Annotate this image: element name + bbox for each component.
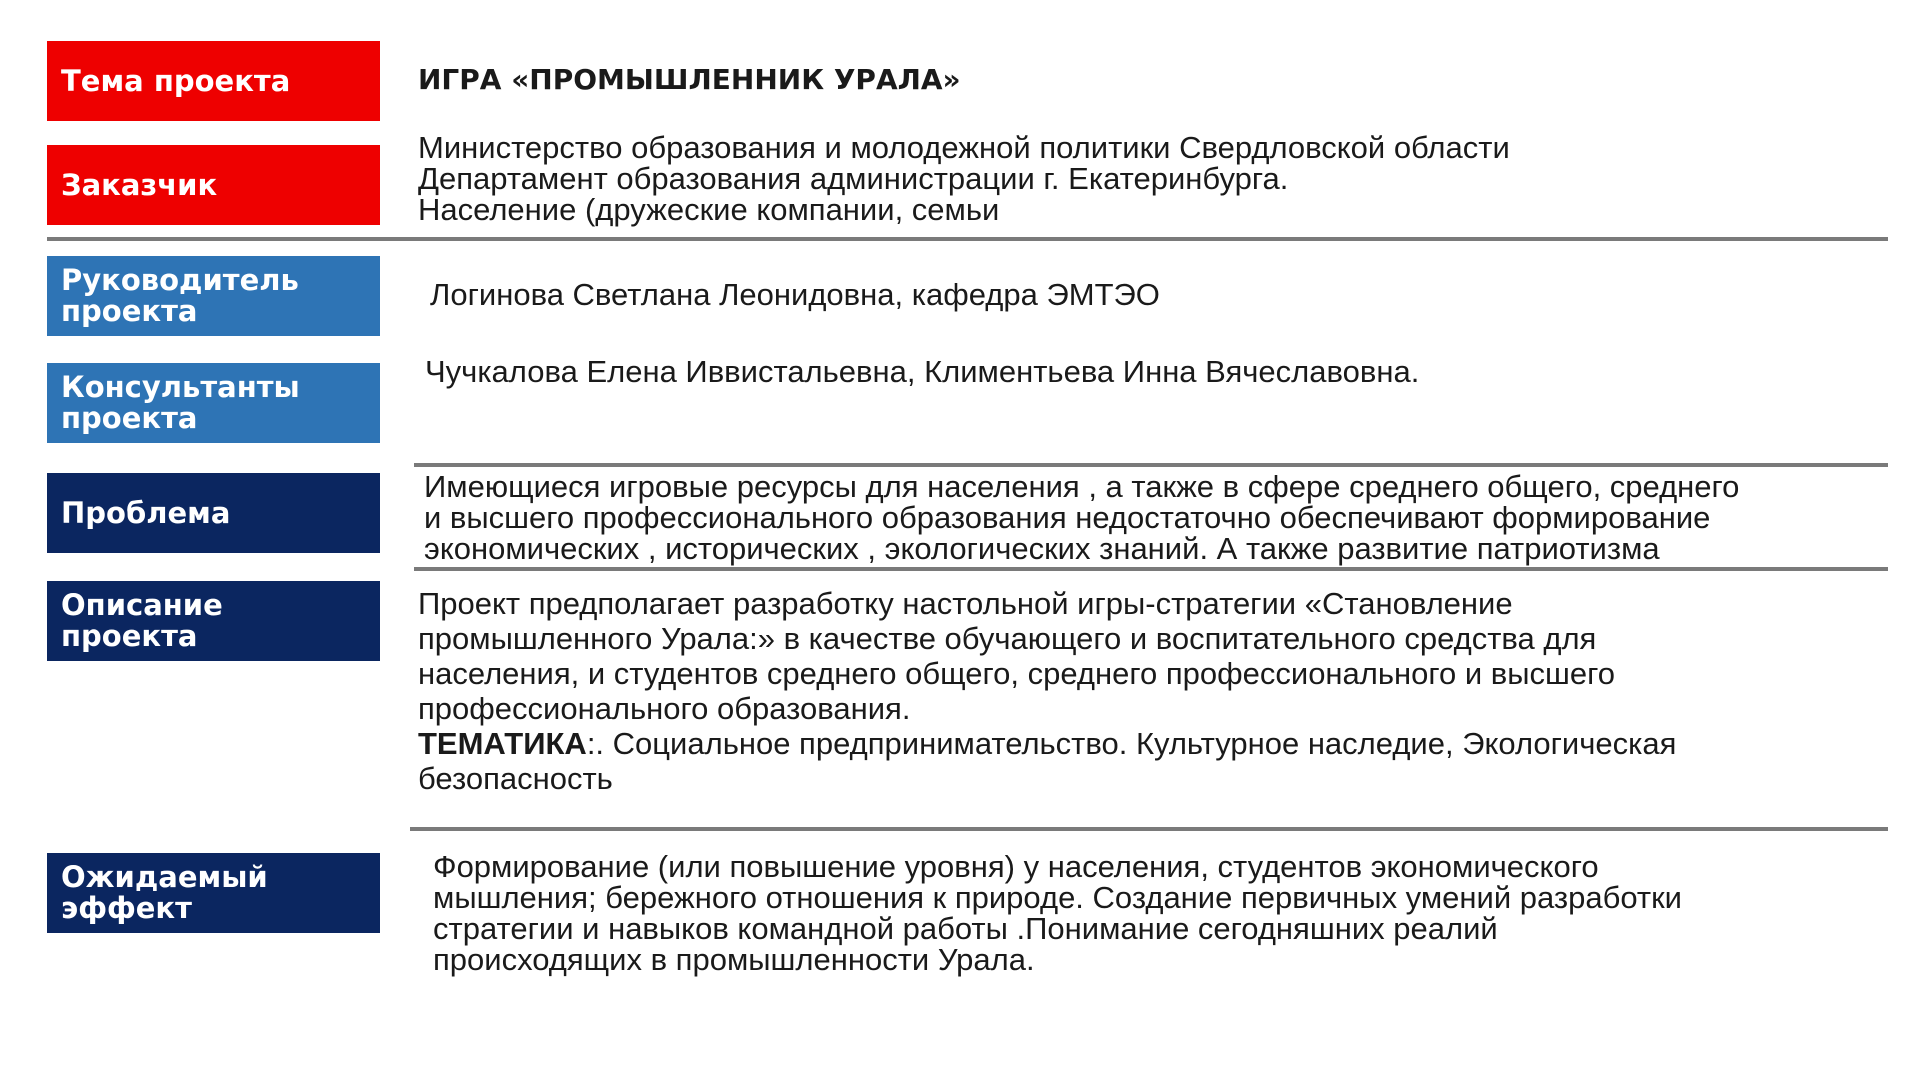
topics-line: безопасность xyxy=(418,761,613,796)
problem-line: Имеющиеся игровые ресурсы для населения , а также в сфере среднего общего, среднего xyxy=(424,469,1740,504)
problem-text xyxy=(424,471,1739,564)
description-line: населения, и студентов среднего общего, среднего профессионального и высшего xyxy=(418,656,1616,691)
label-consultants: Консультанты проекта xyxy=(47,363,380,443)
effect-line: мышления; бережного отношения к природе. Создание первичных умений разработки xyxy=(433,880,1682,915)
customer-line: Население (дружеские компании, семьи xyxy=(418,192,1000,227)
description-line: Проект предполагает разработку настольной игры-стратегии «Становление xyxy=(418,586,1513,621)
label-leader: Руководитель проекта xyxy=(47,256,380,336)
problem-line: и высшего профессионального образования недостаточно обеспечивают формирование xyxy=(424,500,1711,535)
description-text xyxy=(418,586,1676,796)
customer-text xyxy=(418,132,1510,225)
divider-rule xyxy=(414,567,1888,571)
effect-line: Формирование (или повышение уровня) у населения, студентов экономического xyxy=(433,849,1599,884)
effect-line: стратегии и навыков командной работы .Понимание сегодняшних реалий xyxy=(433,911,1498,946)
description-line: промышленного Урала:» в качестве обучающего и воспитательного средства для xyxy=(418,621,1597,656)
label-problem: Проблема xyxy=(47,473,380,553)
leader-text: Логинова Светлана Леонидовна, кафедра ЭМТЭО xyxy=(430,277,1160,312)
consultants-text: Чучкалова Елена Иввистальевна, Климентьева Инна Вячеславовна. xyxy=(425,354,1420,389)
effect-text xyxy=(433,851,1682,975)
divider-rule xyxy=(414,463,1888,467)
topics-text: Социальное предпринимательство. Культурное наследие, Экологическая xyxy=(604,726,1677,761)
topics-separator: :. xyxy=(586,726,605,761)
customer-line: Министерство образования и молодежной политики Свердловской области xyxy=(418,130,1510,165)
label-effect: Ожидаемый эффект xyxy=(47,853,380,933)
label-description: Описание проекта xyxy=(47,581,380,661)
topics-label: ТЕМАТИКА xyxy=(418,726,587,761)
effect-line: происходящих в промышленности Урала. xyxy=(433,942,1035,977)
divider-rule xyxy=(410,827,1888,831)
topics-line xyxy=(418,726,1676,761)
customer-line: Департамент образования администрации г. Екатеринбурга. xyxy=(418,161,1289,196)
problem-line: экономических , исторических , экологических знаний. А также развитие патриотизма xyxy=(424,531,1660,566)
label-customer: Заказчик xyxy=(47,145,380,225)
label-theme: Тема проекта xyxy=(47,41,380,121)
description-line: профессионального образования. xyxy=(418,691,911,726)
divider-rule xyxy=(47,237,1888,241)
project-title: ИГРА «ПРОМЫШЛЕННИК УРАЛА» xyxy=(418,63,961,96)
